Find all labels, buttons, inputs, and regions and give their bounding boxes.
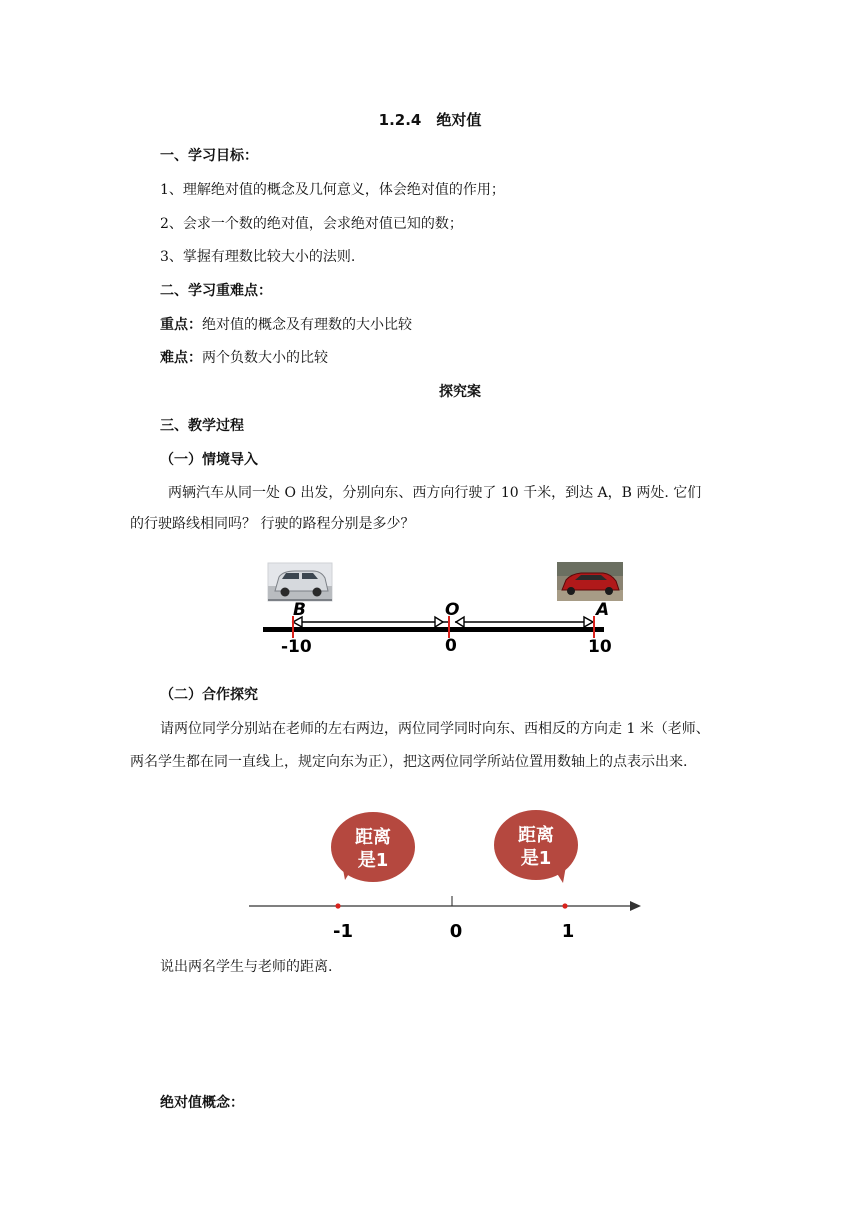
tick-label-mid: 0: [445, 636, 457, 656]
sub-heading-2: （二）合作探究: [160, 687, 258, 703]
page-title: 1.2.4 绝对值: [378, 111, 482, 129]
hard-point-label: 难点：: [160, 350, 202, 366]
tick-label-right: 10: [588, 637, 612, 657]
key-point: [160, 315, 412, 335]
hard-point: [160, 348, 328, 368]
axis-arrow-icon: [630, 901, 641, 911]
distance-bubble-right: [494, 810, 578, 883]
arrow-east: [455, 617, 593, 627]
paragraph-2-line-2: 两名学生都在同一直线上，规定向东为正），把这两位同学所站位置用数轴上的点表示出来.: [130, 754, 688, 770]
paragraph-3: 说出两名学生与老师的距离.: [160, 959, 333, 975]
silver-car-image: [268, 563, 332, 601]
paragraph-1-line-1: 两辆汽车从同一处 O 出发，分别向东、西方向行驶了 10 千米，到达 A，B 两处. 它们: [168, 485, 702, 501]
key-point-text: 绝对值的概念及有理数的大小比较: [202, 317, 412, 333]
tick-label-plus-one: 1: [561, 921, 575, 942]
point-label-O: O: [445, 600, 460, 620]
bubble-right-line-2: 是1: [520, 848, 552, 869]
axis-line: [263, 627, 604, 632]
point-minus-one: [335, 903, 340, 908]
hard-point-text: 两个负数大小的比较: [202, 350, 328, 366]
bubble-right-line-1: 距离: [518, 825, 554, 846]
car-number-line-figure: [255, 560, 625, 660]
paragraph-2-line-1: 请两位同学分别站在老师的左右两边，两位同学同时向东、西相反的方向走 1 米（老师、: [160, 721, 710, 737]
section3-heading: 三、教学过程: [160, 418, 244, 434]
point-label-A: A: [596, 600, 610, 620]
red-car-image: [557, 562, 623, 601]
bubble-left-line-2: 是1: [357, 850, 389, 871]
arrow-west: [293, 617, 448, 627]
section2-heading: 二、学习重难点：: [160, 283, 272, 299]
paragraph-1-line-2: 的行驶路线相同吗？ 行驶的路程分别是多少？: [130, 516, 415, 532]
bubble-left-line-1: 距离: [355, 827, 391, 848]
point-plus-one: [562, 903, 567, 908]
concept-heading: 绝对值概念：: [160, 1095, 244, 1111]
point-label-B: B: [293, 600, 306, 620]
key-point-label: 重点：: [160, 317, 202, 333]
goal-item-2: 2、会求一个数的绝对值，会求绝对值已知的数；: [160, 216, 463, 232]
goal-item-1: 1、理解绝对值的概念及几何意义，体会绝对值的作用；: [160, 182, 505, 198]
sub-heading-1: （一）情境导入: [160, 452, 258, 468]
goal-item-3: 3、掌握有理数比较大小的法则.: [160, 249, 356, 265]
tick-label-left: -10: [281, 637, 312, 657]
explore-title: 探究案: [439, 384, 481, 400]
tick-label-minus-one: -1: [333, 921, 353, 942]
distance-bubble-left: [331, 812, 415, 882]
distance-number-line-figure: [245, 810, 645, 945]
section1-heading: 一、学习目标：: [160, 148, 258, 164]
tick-label-zero: 0: [449, 921, 463, 942]
